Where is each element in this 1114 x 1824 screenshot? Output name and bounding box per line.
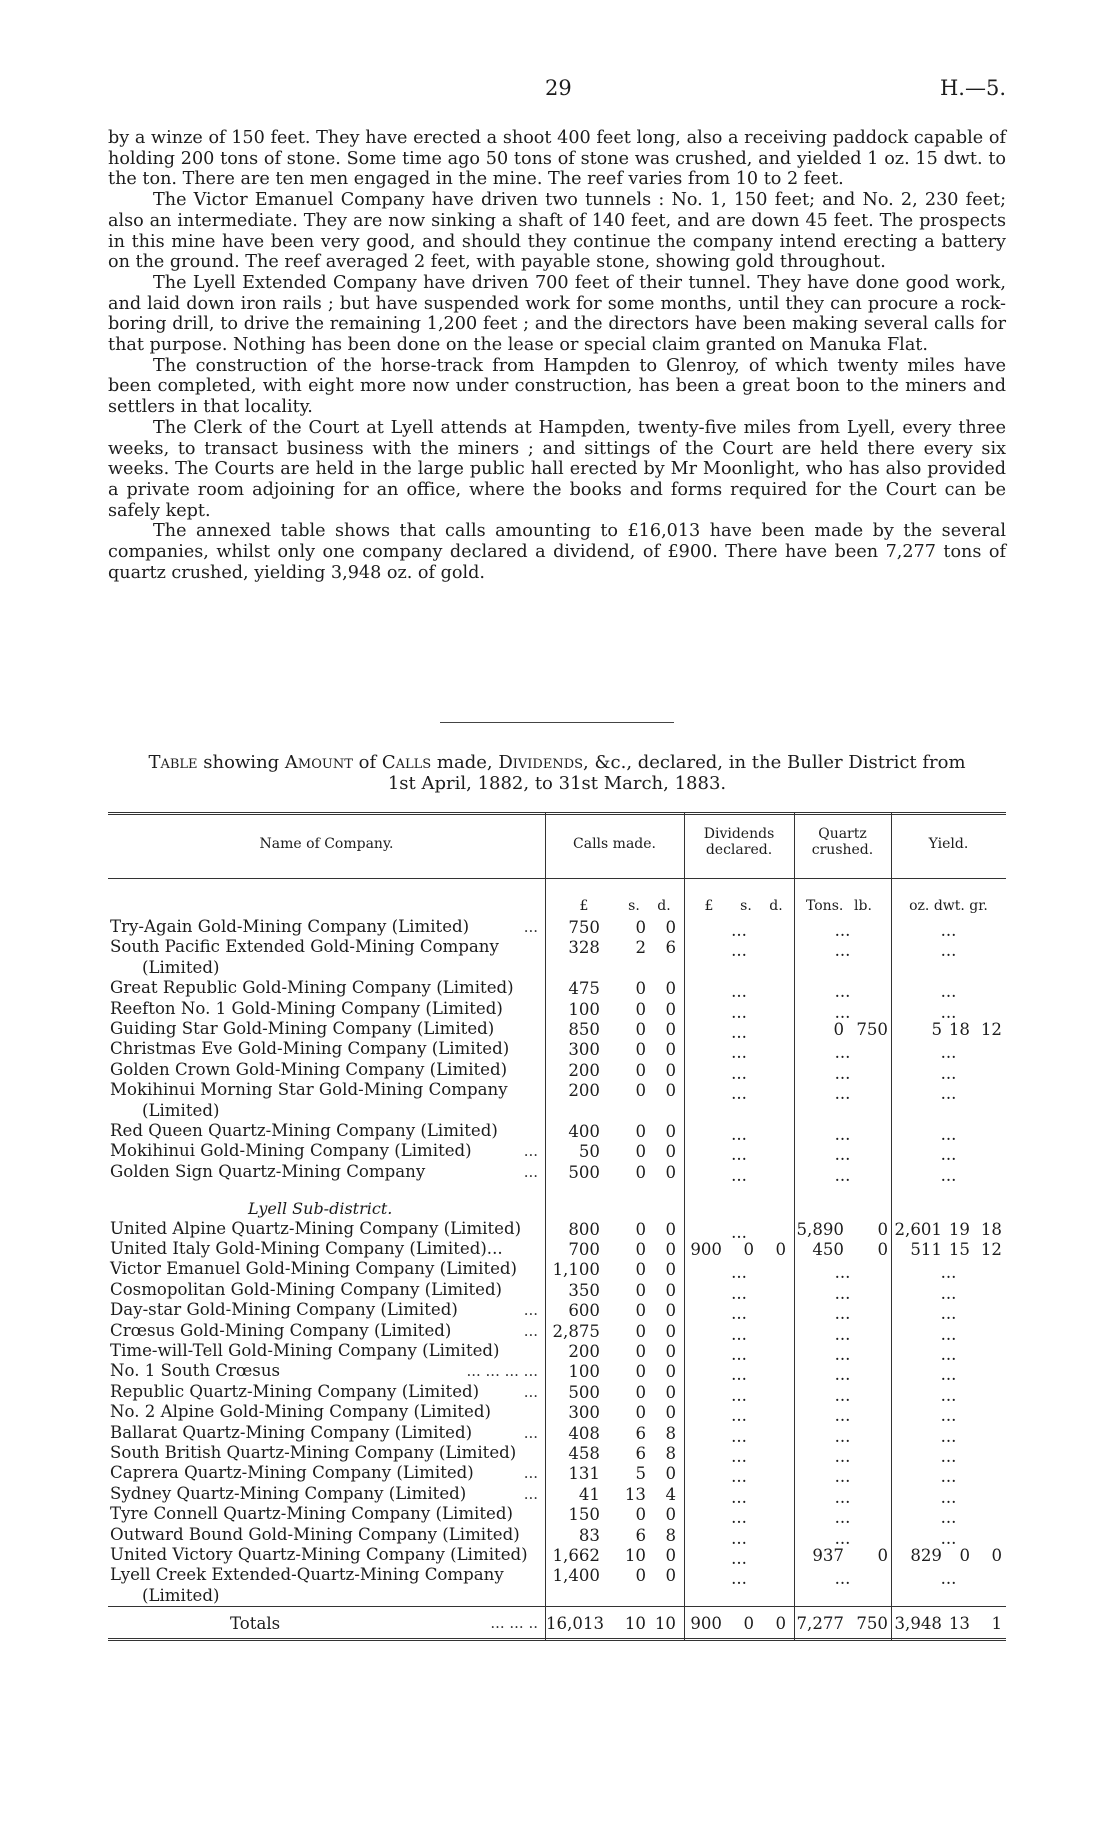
unit-shillings: s. — [740, 898, 752, 914]
empty-mark: ... — [834, 1426, 851, 1446]
body-text — [108, 128, 1006, 583]
calls-pence: 8 — [665, 1525, 676, 1545]
empty-mark: ... — [731, 1165, 747, 1185]
yield-dwt: 19 — [948, 1219, 970, 1239]
table-bottom-rule — [108, 1638, 1006, 1639]
calls-shillings: 0 — [635, 918, 646, 937]
leader-dots: ... — [523, 1484, 538, 1503]
leader-dots: ... — [523, 918, 538, 936]
company-name: No. 1 South Crœsus — [110, 1361, 281, 1381]
total-dividend-pence: 0 — [775, 1614, 786, 1633]
caption-word: Dividends — [498, 752, 584, 773]
company-name: Outward Bound Gold-Mining Company (Limited) — [110, 1524, 520, 1544]
calls-pounds: 131 — [568, 1464, 600, 1484]
company-name: Sydney Quartz-Mining Company (Limited) — [110, 1483, 467, 1503]
quartz-tons: 937 — [812, 1546, 844, 1565]
calls-pounds: 200 — [568, 1081, 600, 1101]
empty-mark: ... — [834, 1487, 851, 1507]
empty-mark: ... — [834, 1283, 851, 1303]
calls-shillings: 0 — [635, 979, 646, 999]
dividend-pounds: 900 — [690, 1240, 722, 1259]
calls-shillings: 0 — [635, 1162, 646, 1182]
calls-pence: 0 — [665, 999, 676, 1019]
calls-shillings: 0 — [635, 1122, 646, 1141]
calls-pence: 0 — [665, 1240, 676, 1259]
calls-pence: 8 — [665, 1423, 676, 1443]
empty-mark: ... — [834, 1263, 851, 1283]
empty-mark: ... — [834, 1043, 851, 1063]
company-name: Guiding Star Gold-Mining Company (Limited) — [110, 1019, 495, 1038]
empty-mark: ... — [940, 1569, 957, 1589]
quartz-lb: 750 — [856, 1020, 888, 1039]
paragraph: by a winze of 150 feet. They have erected a shoot 400 feet long, also a receiving paddock capable of holding 200 tons of stone. Some time ago 50 tons of stone was crushed, and yielded 1 oz. 15 dwt. to the ton. There are ten men engaged in the mine. The reef varies from 10 to 2 feet. — [108, 128, 1006, 190]
empty-mark: ... — [834, 1063, 851, 1083]
calls-pounds: 350 — [568, 1280, 600, 1300]
calls-shillings: 0 — [635, 1342, 646, 1361]
empty-mark: ... — [731, 1467, 747, 1487]
company-name: Caprera Quartz-Mining Company (Limited) — [110, 1463, 474, 1483]
company-name: Victor Emanuel Gold-Mining Company (Limited) — [110, 1259, 518, 1279]
empty-mark: ... — [940, 921, 957, 940]
leader-dots: ... ... .. — [490, 1614, 538, 1632]
col-header-calls: Calls made. — [573, 836, 656, 852]
empty-mark: ... — [731, 1125, 747, 1144]
empty-mark: ... — [834, 1447, 851, 1466]
unit-tons: Tons. — [806, 898, 844, 914]
calls-pence: 0 — [665, 1020, 676, 1039]
empty-mark: ... — [940, 1283, 957, 1303]
company-name: Lyell Creek Extended-Quartz-Mining Company — [110, 1565, 504, 1585]
empty-mark: ... — [834, 1365, 851, 1385]
col-header-yield: Yield. — [928, 836, 969, 852]
empty-mark: ... — [834, 1467, 851, 1487]
empty-mark: ... — [731, 1304, 747, 1324]
empty-mark: ... — [834, 1528, 851, 1548]
calls-pounds: 83 — [578, 1525, 600, 1545]
empty-mark: ... — [731, 1324, 747, 1344]
company-name-continued: (Limited) — [142, 1585, 220, 1605]
yield-oz: 511 — [910, 1240, 942, 1259]
calls-shillings: 0 — [635, 1142, 646, 1162]
empty-mark: ... — [834, 982, 851, 1002]
yield-oz: 5 — [931, 1020, 942, 1039]
yield-gr: 12 — [980, 1020, 1002, 1039]
empty-mark: ... — [731, 1263, 747, 1283]
empty-mark: ... — [834, 1002, 851, 1022]
calls-shillings: 0 — [635, 1403, 646, 1423]
dividend-pence: 0 — [775, 1240, 786, 1259]
empty-mark: ... — [731, 1569, 747, 1589]
calls-pounds: 300 — [568, 1040, 600, 1060]
empty-mark: ... — [940, 1345, 957, 1364]
calls-pence: 0 — [665, 1081, 676, 1101]
calls-shillings: 0 — [635, 1040, 646, 1060]
col-header-name: Name of Company. — [259, 836, 394, 852]
total-yield-dwt: 13 — [948, 1614, 970, 1633]
calls-pounds: 458 — [568, 1444, 600, 1463]
calls-pounds: 500 — [568, 1162, 600, 1182]
calls-shillings: 0 — [635, 1280, 646, 1300]
empty-mark: ... — [731, 1549, 747, 1568]
empty-mark: ... — [940, 1487, 957, 1507]
empty-mark: ... — [940, 1365, 957, 1385]
quartz-lb: 0 — [877, 1219, 888, 1239]
leader-dots: ... — [523, 1321, 538, 1340]
yield-gr: 0 — [991, 1546, 1002, 1565]
calls-pounds: 800 — [568, 1219, 600, 1239]
company-name: No. 2 Alpine Gold-Mining Company (Limited) — [110, 1402, 491, 1422]
col-header-line: Dividends — [703, 826, 775, 842]
company-name: Golden Sign Quartz-Mining Company — [110, 1161, 426, 1181]
section-divider — [440, 722, 674, 723]
calls-shillings: 2 — [635, 938, 646, 958]
empty-mark: ... — [940, 1002, 957, 1022]
company-name: Great Republic Gold-Mining Company (Limited) — [110, 978, 514, 998]
total-dividend-pounds: 900 — [690, 1614, 722, 1633]
empty-mark: ... — [940, 1165, 957, 1185]
calls-pounds: 328 — [568, 938, 600, 958]
company-name: Ballarat Quartz-Mining Company (Limited) — [110, 1422, 473, 1442]
calls-pounds: 475 — [568, 979, 600, 999]
total-quartz-tons: 7,277 — [796, 1614, 844, 1633]
unit-pence: d. — [769, 898, 783, 914]
caption-word: Table — [148, 752, 198, 773]
calls-pounds: 100 — [568, 1362, 600, 1382]
empty-mark: ... — [834, 941, 851, 961]
empty-mark: ... — [731, 1084, 747, 1104]
calls-pence: 0 — [665, 1040, 676, 1060]
empty-mark: ... — [731, 1487, 747, 1507]
calls-pence: 0 — [665, 1260, 676, 1280]
caption-word: made, — [431, 752, 499, 773]
empty-mark: ... — [731, 921, 747, 940]
document-reference: H.—5. — [939, 76, 1006, 100]
leader-dots: ... — [523, 1162, 538, 1181]
empty-mark: ... — [731, 1508, 747, 1528]
calls-shillings: 0 — [635, 1505, 646, 1525]
calls-shillings: 0 — [635, 1301, 646, 1321]
col-header-line: declared. — [705, 842, 773, 858]
calls-pounds: 150 — [568, 1505, 600, 1525]
empty-mark: ... — [731, 1283, 747, 1303]
caption-word: Calls — [381, 752, 432, 773]
quartz-tons: 0 — [833, 1020, 844, 1039]
empty-mark: ... — [940, 1426, 957, 1446]
quartz-lb: 0 — [877, 1240, 888, 1259]
calls-pence: 0 — [665, 979, 676, 999]
calls-pence: 0 — [665, 1382, 676, 1402]
col-header-line: Quartz — [818, 826, 867, 842]
paragraph: The Victor Emanuel Company have driven two tunnels : No. 1, 150 feet; and No. 2, 230 feet; also an intermediate. They are now sinking a shaft of 140 feet, and are down 45 feet. The prospects in this mine have been very good, and should they continue the company intend erecting a battery on the ground. The reef averaged 2 feet, with payable stone, showing gold throughout. — [108, 190, 1006, 273]
dividend-shillings: 0 — [743, 1240, 754, 1259]
quartz-tons: 5,890 — [796, 1219, 844, 1239]
calls-pounds: 850 — [568, 1020, 600, 1039]
empty-mark: ... — [731, 1345, 747, 1364]
yield-gr: 18 — [980, 1219, 1002, 1239]
table-caption — [108, 752, 1006, 794]
empty-mark: ... — [731, 1385, 747, 1405]
calls-shillings: 5 — [635, 1464, 646, 1484]
caption-line — [108, 752, 1006, 773]
caption-word: of — [352, 752, 382, 773]
subdistrict-heading: Lyell Sub-district. — [248, 1199, 393, 1219]
yield-oz: 829 — [910, 1546, 942, 1565]
empty-mark: ... — [834, 1084, 851, 1104]
calls-pence: 0 — [665, 1162, 676, 1182]
quartz-tons: 450 — [812, 1240, 844, 1259]
calls-pence: 0 — [665, 1403, 676, 1423]
calls-pence: 0 — [665, 1142, 676, 1162]
calls-shillings: 0 — [635, 1362, 646, 1382]
empty-mark: ... — [940, 1528, 957, 1548]
caption-line: 1st April, 1882, to 31st March, 1883. — [387, 773, 727, 794]
calls-pounds: 750 — [568, 918, 600, 937]
company-name: South Pacific Extended Gold-Mining Company — [110, 937, 499, 957]
company-name: Cosmopolitan Gold-Mining Company (Limited) — [110, 1279, 503, 1299]
calls-pounds: 700 — [568, 1240, 600, 1259]
empty-mark: ... — [834, 1345, 851, 1364]
leader-dots: ... — [523, 1423, 538, 1442]
empty-mark: ... — [731, 1426, 747, 1446]
leader-dots: ... — [523, 1301, 538, 1320]
calls-pence: 0 — [665, 1122, 676, 1141]
calls-pounds: 400 — [568, 1122, 600, 1141]
empty-mark: ... — [731, 1447, 747, 1466]
caption-word: showing — [197, 752, 285, 773]
empty-mark: ... — [940, 1385, 957, 1405]
empty-mark: ... — [834, 921, 851, 940]
calls-pounds: 1,662 — [552, 1546, 600, 1565]
empty-mark: ... — [940, 1063, 957, 1083]
empty-mark: ... — [731, 1063, 747, 1083]
calls-shillings: 6 — [635, 1525, 646, 1545]
col-header-quartz — [794, 826, 891, 858]
empty-mark: ... — [940, 1125, 957, 1144]
calls-pence: 0 — [665, 1301, 676, 1321]
company-name: United Victory Quartz-Mining Company (Limited) — [110, 1545, 528, 1564]
empty-mark: ... — [834, 1406, 851, 1426]
calls-shillings: 0 — [635, 1260, 646, 1280]
calls-pence: 8 — [665, 1444, 676, 1463]
empty-mark: ... — [731, 982, 747, 1002]
calls-shillings: 6 — [635, 1423, 646, 1443]
unit-yield: oz. dwt. gr. — [909, 898, 988, 914]
calls-pounds: 300 — [568, 1403, 600, 1423]
calls-shillings: 6 — [635, 1444, 646, 1463]
company-name-continued: (Limited) — [142, 1100, 220, 1120]
calls-pounds: 50 — [578, 1142, 600, 1162]
calls-pounds: 1,100 — [552, 1260, 600, 1280]
empty-mark: ... — [834, 1125, 851, 1144]
calls-pence: 4 — [665, 1484, 676, 1504]
company-name: Mokihinui Morning Star Gold-Mining Company — [110, 1080, 508, 1100]
company-name: United Italy Gold-Mining Company (Limited)... — [110, 1239, 503, 1258]
empty-mark: ... — [834, 1508, 851, 1528]
total-dividend-shillings: 0 — [743, 1614, 754, 1633]
empty-mark: ... — [731, 1406, 747, 1426]
company-name: Tyre Connell Quartz-Mining Company (Limited) — [110, 1504, 513, 1524]
paragraph: The construction of the horse-track from Hampden to Glenroy, of which twenty miles have been completed, with eight more now under construction, has been a great boon to the miners and settlers in that locality. — [108, 355, 1006, 418]
header-rule — [108, 878, 1006, 879]
company-name-continued: (Limited) — [142, 957, 220, 977]
table-top-rule — [108, 814, 1006, 815]
empty-mark: ... — [940, 1084, 957, 1104]
calls-pounds: 408 — [568, 1423, 600, 1443]
company-name: Time-will-Tell Gold-Mining Company (Limited) — [110, 1341, 500, 1360]
yield-dwt: 18 — [948, 1020, 970, 1039]
company-name: Mokihinui Gold-Mining Company (Limited) — [110, 1141, 472, 1161]
page-number: 29 — [545, 76, 572, 100]
company-name: Republic Quartz-Mining Company (Limited) — [110, 1381, 480, 1401]
empty-mark: ... — [940, 1467, 957, 1487]
company-name: Christmas Eve Gold-Mining Company (Limited) — [110, 1039, 510, 1059]
paragraph: The Lyell Extended Company have driven 700 feet of their tunnel. They have done good work, and laid down iron rails ; but have suspended work for some months, until they can procure a rock-boring drill, to drive the remaining 1,200 feet ; and the directors have been making several calls for that purpose. Nothing has been done on the lease or special claim granted on Manuka Flat. — [108, 272, 1006, 356]
company-name: Red Queen Quartz-Mining Company (Limited) — [110, 1121, 498, 1140]
empty-mark: ... — [731, 1043, 747, 1063]
empty-mark: ... — [834, 1165, 851, 1185]
total-yield-oz: 3,948 — [894, 1614, 942, 1633]
total-quartz-lb: 750 — [856, 1614, 888, 1633]
calls-pence: 0 — [665, 1505, 676, 1525]
calls-pence: 0 — [665, 1342, 676, 1361]
empty-mark: ... — [940, 982, 957, 1002]
yield-dwt: 0 — [959, 1546, 970, 1565]
empty-mark: ... — [731, 1002, 747, 1022]
calls-pounds: 200 — [568, 1342, 600, 1361]
calls-pounds: 100 — [568, 999, 600, 1019]
calls-shillings: 0 — [635, 1219, 646, 1239]
empty-mark: ... — [731, 1365, 747, 1385]
calls-pence: 0 — [665, 1362, 676, 1382]
empty-mark: ... — [731, 1222, 747, 1242]
company-name: United Alpine Quartz-Mining Company (Limited) — [110, 1218, 522, 1238]
calls-pence: 0 — [665, 1321, 676, 1341]
total-calls-pence: 10 — [654, 1614, 676, 1633]
leader-dots: ... — [523, 1142, 538, 1161]
calls-pounds: 200 — [568, 1060, 600, 1080]
calls-shillings: 0 — [635, 1382, 646, 1402]
yield-oz: 2,601 — [894, 1219, 942, 1239]
total-calls-shillings: 10 — [624, 1614, 646, 1633]
calls-pence: 0 — [665, 1219, 676, 1239]
totals-label: Totals — [230, 1614, 281, 1633]
empty-mark: ... — [731, 1528, 747, 1548]
company-name: Try-Again Gold-Mining Company (Limited) — [110, 917, 470, 936]
paragraph: The Clerk of the Court at Lyell attends at Hampden, twenty-five miles from Lyell, every three weeks, to transact business with the miners ; and sittings of the Court are held there every six weeks. The Courts are held in the large public hall erected by Mr Moonlight, who has also provided a private room adjoining for an office, where the books and forms required for the Court can be safely kept. — [108, 417, 1006, 521]
unit-shillings: s. — [628, 898, 640, 914]
calls-pence: 0 — [665, 1060, 676, 1080]
empty-mark: ... — [834, 1145, 851, 1165]
empty-mark: ... — [940, 1304, 957, 1324]
calls-shillings: 13 — [624, 1484, 646, 1504]
calls-pence: 0 — [665, 1546, 676, 1565]
unit-pounds: £ — [704, 898, 714, 914]
company-name: Day-star Gold-Mining Company (Limited) — [110, 1300, 458, 1320]
empty-mark: ... — [834, 1569, 851, 1589]
empty-mark: ... — [940, 1508, 957, 1528]
calls-pence: 0 — [665, 1566, 676, 1586]
calls-shillings: 0 — [635, 1060, 646, 1080]
quartz-lb: 0 — [877, 1546, 888, 1565]
company-name: Reefton No. 1 Gold-Mining Company (Limited) — [110, 998, 503, 1018]
totals-rule — [108, 1606, 1006, 1607]
empty-mark: ... — [940, 1447, 957, 1466]
paragraph: The annexed table shows that calls amounting to £16,013 have been made by the several companies, whilst only one company declared a dividend, of £900. There have been 7,277 tons of quartz crushed, yielding 3,948 oz. of gold. — [108, 521, 1006, 583]
unit-pounds: £ — [579, 898, 589, 914]
calls-pence: 0 — [665, 1280, 676, 1300]
unit-lb: lb. — [854, 898, 872, 914]
calls-shillings: 0 — [635, 1566, 646, 1586]
calls-shillings: 0 — [635, 999, 646, 1019]
calls-shillings: 0 — [635, 1240, 646, 1259]
total-calls-pounds: 16,013 — [546, 1614, 605, 1633]
calls-pence: 0 — [665, 1464, 676, 1484]
empty-mark: ... — [834, 1304, 851, 1324]
calls-shillings: 10 — [624, 1546, 646, 1565]
empty-mark: ... — [834, 1324, 851, 1344]
yield-gr: 12 — [980, 1240, 1002, 1259]
calls-pounds: 500 — [568, 1382, 600, 1402]
calls-pounds: 2,875 — [552, 1321, 600, 1341]
company-name: Golden Crown Gold-Mining Company (Limited) — [110, 1059, 508, 1079]
calls-pence: 0 — [665, 918, 676, 937]
empty-mark: ... — [940, 1043, 957, 1063]
unit-pence: d. — [657, 898, 671, 914]
table-bottom-rule — [108, 1640, 1006, 1641]
calls-shillings: 0 — [635, 1020, 646, 1039]
empty-mark: ... — [731, 1023, 747, 1042]
calls-pounds: 600 — [568, 1301, 600, 1321]
empty-mark: ... — [731, 941, 747, 961]
company-name: South British Quartz-Mining Company (Limited) — [110, 1443, 517, 1462]
total-yield-gr: 1 — [991, 1614, 1002, 1633]
col-header-line: crushed. — [811, 842, 874, 858]
company-name: Crœsus Gold-Mining Company (Limited) — [110, 1320, 452, 1340]
calls-pounds: 41 — [578, 1484, 600, 1504]
empty-mark: ... — [940, 941, 957, 961]
empty-mark: ... — [940, 1263, 957, 1283]
table-top-rule — [108, 812, 1006, 813]
calls-pounds: 1,400 — [552, 1566, 600, 1586]
yield-dwt: 15 — [948, 1240, 970, 1259]
calls-shillings: 0 — [635, 1081, 646, 1101]
leader-dots: ... ... ... ... — [466, 1362, 538, 1381]
calls-pence: 6 — [665, 938, 676, 958]
empty-mark: ... — [940, 1145, 957, 1165]
empty-mark: ... — [940, 1406, 957, 1426]
col-header-dividends — [684, 826, 794, 858]
empty-mark: ... — [940, 1324, 957, 1344]
caption-word: Amount — [284, 752, 353, 773]
empty-mark: ... — [834, 1385, 851, 1405]
caption-word: , &c., declared, in the Buller District from — [583, 752, 966, 773]
leader-dots: ... — [523, 1464, 538, 1483]
calls-shillings: 0 — [635, 1321, 646, 1341]
leader-dots: ... — [523, 1382, 538, 1401]
empty-mark: ... — [731, 1145, 747, 1165]
